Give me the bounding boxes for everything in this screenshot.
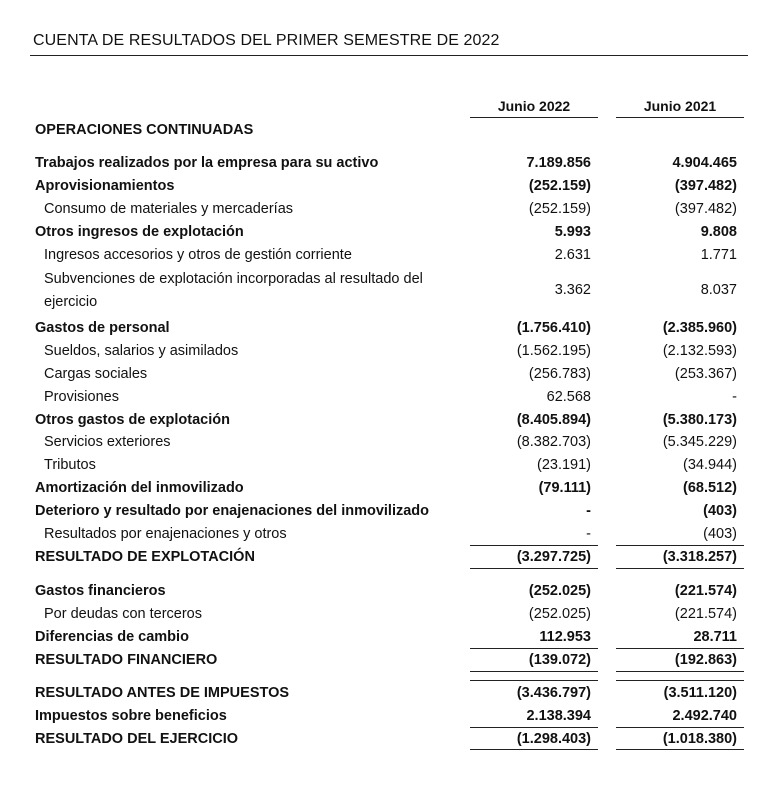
value-2022: 2.631	[554, 247, 591, 263]
value-2021: (221.574)	[674, 606, 737, 622]
total-rule-2021	[616, 568, 744, 569]
row-label: RESULTADO ANTES DE IMPUESTOS	[35, 685, 290, 701]
total-rule-2022	[470, 671, 598, 672]
row-label: Provisiones	[44, 389, 119, 405]
table-row	[0, 409, 776, 432]
table-row	[0, 340, 776, 363]
row-label: Gastos de personal	[35, 320, 170, 336]
value-2021: 8.037	[700, 282, 737, 298]
value-2021: 4.904.465	[672, 155, 737, 171]
value-2022: 2.138.394	[526, 708, 591, 724]
value-2021: (2.132.593)	[662, 343, 737, 359]
total-rule-2022	[470, 568, 598, 569]
value-2021: 2.492.740	[672, 708, 737, 724]
value-2022: (8.382.703)	[516, 434, 591, 450]
value-2021: (397.482)	[674, 178, 737, 194]
row-label: Servicios exteriores	[44, 434, 171, 450]
value-2021: (192.863)	[674, 652, 737, 668]
value-2021: (5.380.173)	[662, 412, 737, 428]
row-label: RESULTADO FINANCIERO	[35, 652, 218, 668]
value-2022: (252.025)	[528, 606, 591, 622]
value-2022: (252.159)	[528, 178, 591, 194]
row-label: Amortización del inmovilizado	[35, 480, 244, 496]
row-label: Aprovisionamientos	[35, 178, 175, 194]
table-row	[0, 386, 776, 409]
value-2022: 7.189.856	[526, 155, 591, 171]
row-label: Tributos	[44, 457, 96, 473]
value-2022: 5.993	[554, 224, 591, 240]
total-rule-2021	[616, 671, 744, 672]
row-label: Otros ingresos de explotación	[35, 224, 244, 240]
table-row	[0, 580, 776, 603]
table-row	[0, 317, 776, 340]
value-2021: (34.944)	[682, 457, 737, 473]
value-2022: (252.025)	[528, 583, 591, 599]
table-row	[0, 268, 776, 314]
value-2021: (397.482)	[674, 201, 737, 217]
table-row	[0, 626, 776, 649]
table-row	[0, 705, 776, 728]
value-2022: (8.405.894)	[516, 412, 591, 428]
value-2022: (23.191)	[536, 457, 591, 473]
row-label: Por deudas con terceros	[44, 606, 202, 622]
row-label: Sueldos, salarios y asimilados	[44, 343, 239, 359]
title-underline	[30, 55, 748, 56]
value-2022: -	[586, 526, 591, 542]
row-label: Resultados por enajenaciones y otros	[44, 526, 287, 542]
row-label: Consumo de materiales y mercaderías	[44, 201, 294, 217]
value-2021: (3.511.120)	[663, 685, 737, 701]
table-row	[0, 244, 776, 267]
column-header-2021: Junio 2021	[643, 98, 717, 114]
value-2021: (68.512)	[682, 480, 737, 496]
value-2022: (256.783)	[528, 366, 591, 382]
column-header-2022: Junio 2022	[497, 98, 571, 114]
table-row	[0, 523, 776, 546]
value-2022: 3.362	[554, 282, 591, 298]
row-label: Gastos financieros	[35, 583, 166, 599]
value-2022: (3.436.797)	[516, 685, 591, 701]
value-2022: 112.953	[539, 629, 591, 645]
value-2022: (252.159)	[528, 201, 591, 217]
table-row	[0, 682, 776, 705]
table-row	[0, 728, 776, 751]
value-2022: (1.756.410)	[516, 320, 591, 336]
row-label: Diferencias de cambio	[35, 629, 189, 645]
value-2022: (1.562.195)	[516, 343, 591, 359]
value-2022: (79.111)	[538, 480, 591, 496]
value-2021: 9.808	[700, 224, 737, 240]
row-label: Ingresos accesorios y otros de gestión corriente	[44, 247, 352, 263]
value-2021: -	[732, 389, 737, 405]
value-2021: (1.018.380)	[662, 731, 737, 747]
value-2021: (403)	[703, 503, 737, 519]
row-label: RESULTADO DEL EJERCICIO	[35, 731, 239, 747]
value-2021: 1.771	[700, 247, 737, 263]
total-rule-2021	[616, 749, 744, 750]
value-2022: (1.298.403)	[516, 731, 591, 747]
value-2021: (253.367)	[674, 366, 737, 382]
row-label: Deterioro y resultado por enajenaciones del inmovilizado	[35, 503, 430, 519]
report-title: CUENTA DE RESULTADOS DEL PRIMER SEMESTRE DE 2022	[33, 32, 500, 49]
table-row	[0, 649, 776, 672]
value-2022: (3.297.725)	[516, 549, 591, 565]
table-row	[0, 603, 776, 626]
row-label: Subvenciones de explotación incorporadas al resultado del ejercicio	[44, 271, 423, 310]
table-row	[0, 363, 776, 386]
value-2022: -	[586, 503, 591, 519]
row-label: Otros gastos de explotación	[35, 412, 230, 428]
row-label: Cargas sociales	[44, 366, 148, 382]
value-2021: (3.318.257)	[662, 549, 737, 565]
section-heading: OPERACIONES CONTINUADAS	[35, 122, 254, 138]
value-2022: 62.568	[546, 389, 591, 405]
subtotal-rule-2021	[616, 680, 744, 681]
table-row	[0, 546, 776, 569]
table-row	[0, 454, 776, 477]
value-2021: (221.574)	[674, 583, 737, 599]
table-row	[0, 221, 776, 244]
value-2021: 28.711	[693, 629, 737, 645]
table-row	[0, 431, 776, 454]
table-row	[0, 152, 776, 175]
value-2021: (403)	[703, 526, 737, 542]
table-row	[0, 175, 776, 198]
row-label: Trabajos realizados por la empresa para su activo	[35, 155, 379, 171]
value-2021: (2.385.960)	[662, 320, 737, 336]
total-rule-2022	[470, 749, 598, 750]
subtotal-rule-2022	[470, 680, 598, 681]
table-row	[0, 198, 776, 221]
header-underline-2022	[470, 117, 598, 118]
table-row	[0, 500, 776, 523]
value-2022: (139.072)	[528, 652, 591, 668]
row-label: Impuestos sobre beneficios	[35, 708, 227, 724]
header-underline-2021	[616, 117, 744, 118]
table-row	[0, 477, 776, 500]
row-label: RESULTADO DE EXPLOTACIÓN	[35, 549, 255, 565]
value-2021: (5.345.229)	[662, 434, 737, 450]
